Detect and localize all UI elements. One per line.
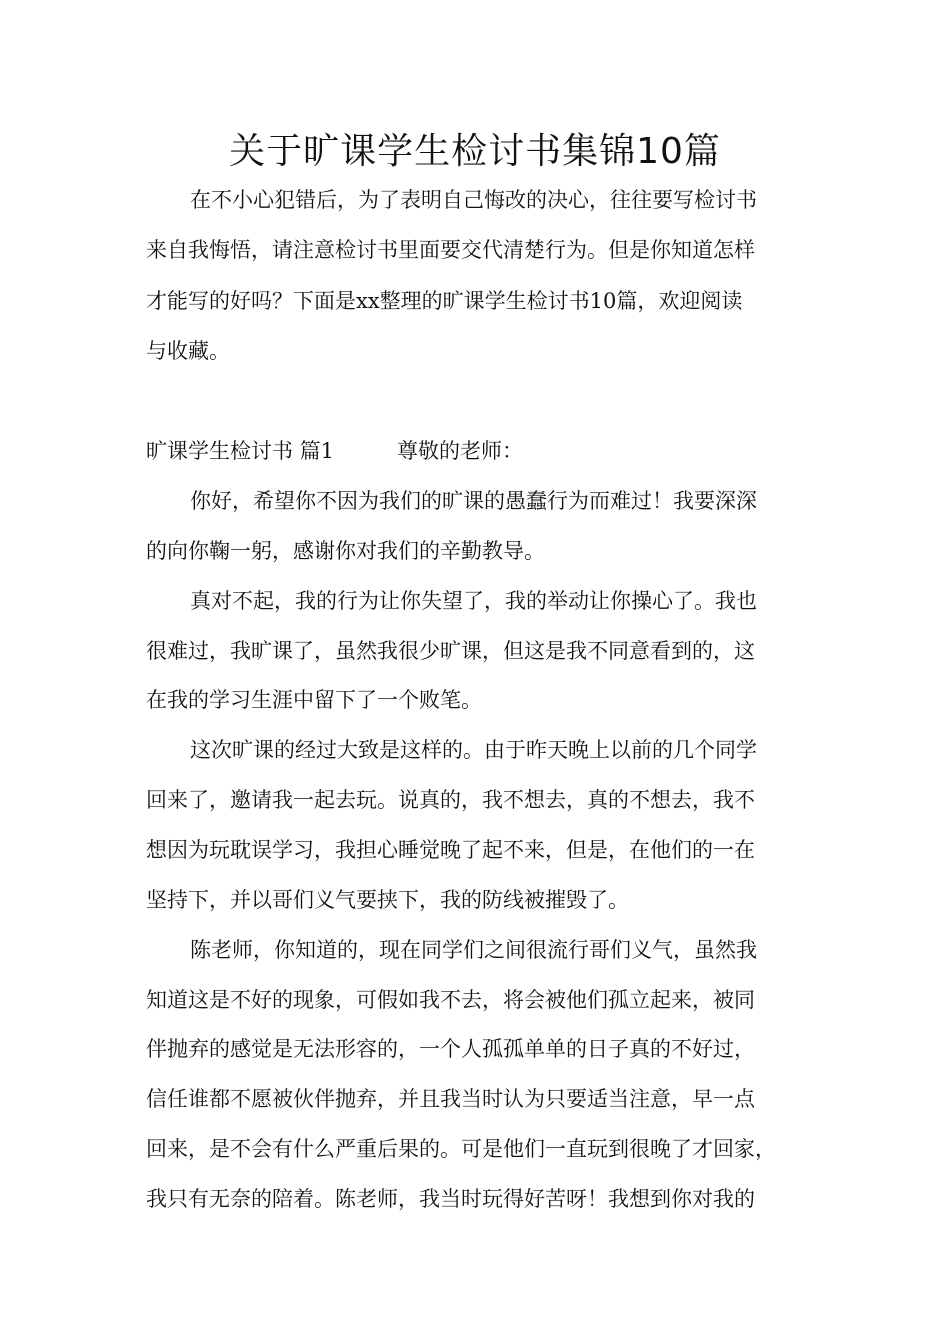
body-line: 知道这是不好的现象，可假如我不去，将会被他们孤立起来，被同 xyxy=(146,988,755,1012)
body-line: 这次旷课的经过大致是这样的。由于昨天晚上以前的几个同学 xyxy=(190,738,757,762)
body-line: 伴抛弃的感觉是无法形容的，一个人孤孤单单的日子真的不好过， xyxy=(146,1037,755,1061)
body-line: 我只有无奈的陪着。陈老师，我当时玩得好苦呀！我想到你对我的 xyxy=(146,1187,755,1211)
body-line: 回来了，邀请我一起去玩。说真的，我不想去，真的不想去，我不 xyxy=(146,788,755,812)
body-line: 回来，是不会有什么严重后果的。可是他们一直玩到很晚了才回家， xyxy=(146,1137,776,1161)
intro-line: 与收藏。 xyxy=(146,339,230,363)
body-line: 想因为玩耽误学习，我担心睡觉晚了起不来，但是，在他们的一在 xyxy=(146,838,755,862)
body-line: 你好，希望你不因为我们的旷课的愚蠢行为而难过！我要深深 xyxy=(190,489,757,513)
intro-line: 来自我悔悟，请注意检讨书里面要交代清楚行为。但是你知道怎样 xyxy=(146,238,755,262)
body-line: 坚持下，并以哥们义气要挟下，我的防线被摧毁了。 xyxy=(146,888,629,912)
intro-line: 在不小心犯错后，为了表明自己悔改的决心，往往要写检讨书 xyxy=(190,188,757,212)
body-line: 的向你鞠一躬，感谢你对我们的辛勤教导。 xyxy=(146,539,545,563)
body-line: 很难过，我旷课了，虽然我很少旷课，但这是我不同意看到的，这 xyxy=(146,639,755,663)
body-line: 真对不起，我的行为让你失望了，我的举动让你操心了。我也 xyxy=(190,589,757,613)
body-line: 信任谁都不愿被伙伴抛弃，并且我当时认为只要适当注意，早一点 xyxy=(146,1087,755,1111)
body-line: 在我的学习生涯中留下了一个败笔。 xyxy=(146,688,482,712)
section-heading-salutation: 尊敬的老师： xyxy=(397,439,523,463)
intro-line: 才能写的好吗？下面是xx整理的旷课学生检讨书10篇，欢迎阅读 xyxy=(146,289,743,313)
body-line: 陈老师，你知道的，现在同学们之间很流行哥们义气，虽然我 xyxy=(190,938,757,962)
document-title: 关于旷课学生检讨书集锦10篇 xyxy=(229,131,721,172)
section-heading-label: 旷课学生检讨书 篇1 xyxy=(146,439,335,463)
